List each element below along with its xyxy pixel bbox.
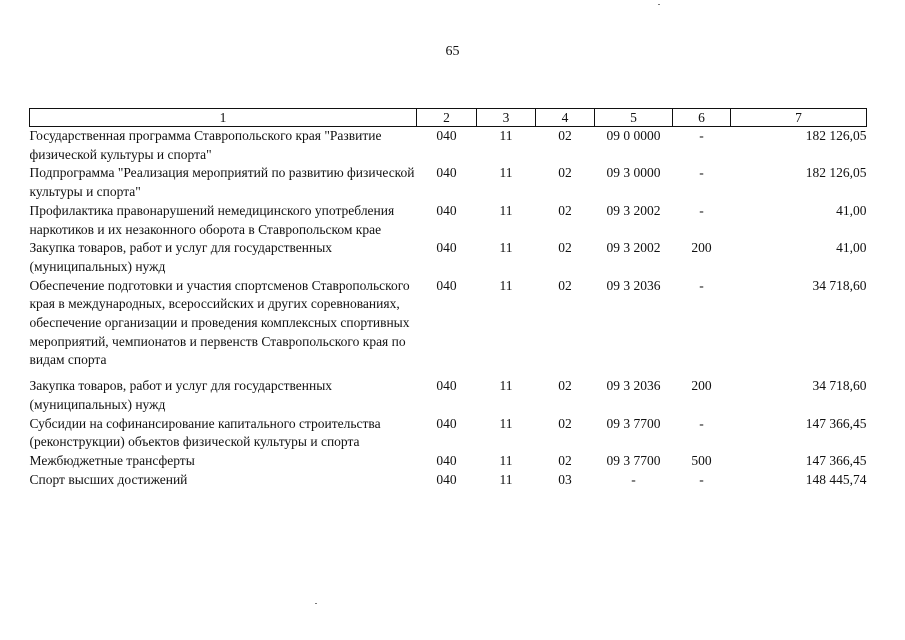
row-name: Профилактика правонарушений немедицинского употребления наркотиков и их незаконного оборота в Ставропольском крае bbox=[29, 202, 395, 237]
row-code-6: - bbox=[699, 128, 704, 143]
row-code-5: 09 3 7700 bbox=[606, 415, 661, 431]
row-code-4: 02 bbox=[558, 202, 572, 218]
row-amount: 147 366,45 bbox=[805, 452, 867, 468]
row-code-2: 040 bbox=[436, 240, 457, 256]
row-code-5: - bbox=[631, 471, 636, 487]
row-code-5: 09 0 0000 bbox=[606, 128, 661, 143]
row-code-2: 040 bbox=[436, 471, 457, 487]
row-code-5: 09 3 7700 bbox=[606, 452, 661, 468]
row-code-5: 09 3 2002 bbox=[606, 240, 661, 256]
row-code-4: 02 bbox=[558, 240, 572, 256]
row-amount: 34 718,60 bbox=[812, 277, 867, 293]
row-code-4: 02 bbox=[558, 165, 572, 181]
row-code-4: 02 bbox=[558, 277, 572, 293]
column-header: 4 bbox=[536, 109, 595, 127]
row-name: Межбюджетные трансферты bbox=[29, 452, 195, 468]
row-code-6: 500 bbox=[691, 452, 712, 468]
scan-speck bbox=[658, 4, 660, 5]
row-code-6: 200 bbox=[691, 240, 712, 256]
row-code-4: 02 bbox=[558, 452, 572, 468]
page-number: 65 bbox=[445, 44, 460, 59]
row-code-5: 09 3 2036 bbox=[606, 277, 661, 293]
row-amount: 148 445,74 bbox=[805, 471, 867, 487]
row-code-3: 11 bbox=[499, 452, 513, 468]
table-row bbox=[30, 415, 867, 452]
row-amount: 41,00 bbox=[836, 202, 867, 218]
row-code-6: - bbox=[699, 277, 704, 293]
scan-speck bbox=[315, 603, 317, 604]
row-code-3: 11 bbox=[499, 240, 513, 256]
row-code-2: 040 bbox=[436, 452, 457, 468]
table-row bbox=[30, 277, 867, 378]
row-amount: 182 126,05 bbox=[805, 128, 867, 143]
row-code-6: - bbox=[699, 471, 704, 487]
row-code-4: 03 bbox=[558, 471, 572, 487]
row-amount: 182 126,05 bbox=[805, 165, 867, 181]
column-header: 3 bbox=[477, 109, 536, 127]
row-name: Спорт высших достижений bbox=[29, 471, 188, 487]
row-code-3: 11 bbox=[499, 378, 513, 394]
table-row bbox=[30, 239, 867, 276]
row-code-6: - bbox=[699, 415, 704, 431]
row-code-3: 11 bbox=[499, 415, 513, 431]
row-code-2: 040 bbox=[436, 378, 457, 394]
column-header: 5 bbox=[595, 109, 673, 127]
row-code-6: - bbox=[699, 202, 704, 218]
table-row bbox=[30, 452, 867, 471]
row-code-5: 09 3 2002 bbox=[606, 202, 661, 218]
row-code-2: 040 bbox=[436, 202, 457, 218]
row-code-2: 040 bbox=[436, 415, 457, 431]
row-amount: 41,00 bbox=[836, 240, 867, 256]
row-amount: 147 366,45 bbox=[805, 415, 867, 431]
row-name: Закупка товаров, работ и услуг для государственных (муниципальных) нужд bbox=[29, 240, 333, 274]
row-code-6: 200 bbox=[691, 378, 712, 394]
row-code-2: 040 bbox=[436, 165, 457, 181]
column-header: 1 bbox=[30, 109, 417, 127]
column-header: 6 bbox=[673, 109, 731, 127]
row-amount: 34 718,60 bbox=[812, 378, 867, 394]
row-name: Государственная программа Ставропольского края "Развитие физической культуры и спорта" bbox=[29, 128, 382, 162]
row-name: Подпрограмма "Реализация мероприятий по развитию физической культуры и спорта" bbox=[29, 165, 415, 200]
row-code-3: 11 bbox=[499, 128, 513, 143]
row-code-3: 11 bbox=[499, 277, 513, 293]
row-code-2: 040 bbox=[436, 277, 457, 293]
table-row bbox=[30, 164, 867, 201]
row-code-3: 11 bbox=[499, 202, 513, 218]
budget-table bbox=[29, 108, 867, 489]
row-code-4: 02 bbox=[558, 128, 572, 143]
table-row bbox=[30, 127, 867, 165]
table-row bbox=[30, 471, 867, 490]
row-code-4: 02 bbox=[558, 415, 572, 431]
column-header: 7 bbox=[731, 109, 867, 127]
table-row bbox=[30, 202, 867, 239]
row-name: Субсидии на софинансирование капитального строительства (реконструкции) объектов физической культуры и спорта bbox=[29, 415, 381, 450]
header-row bbox=[30, 109, 867, 127]
row-name: Обеспечение подготовки и участия спортсменов Ставропольского края в международных, всероссийских и других соревнованиях, обеспечение организации и проведения комплексных спортивных мероприятий, чемпионатов и первенств Ставропольского края по видам спорта bbox=[29, 277, 410, 368]
table-row bbox=[30, 377, 867, 414]
row-code-5: 09 3 2036 bbox=[606, 378, 661, 394]
row-code-2: 040 bbox=[436, 128, 457, 143]
row-code-6: - bbox=[699, 165, 704, 181]
row-code-3: 11 bbox=[499, 165, 513, 181]
row-name: Закупка товаров, работ и услуг для государственных (муниципальных) нужд bbox=[29, 378, 333, 412]
row-code-4: 02 bbox=[558, 378, 572, 394]
row-code-5: 09 3 0000 bbox=[606, 165, 661, 181]
column-header: 2 bbox=[417, 109, 477, 127]
row-code-3: 11 bbox=[499, 471, 513, 487]
